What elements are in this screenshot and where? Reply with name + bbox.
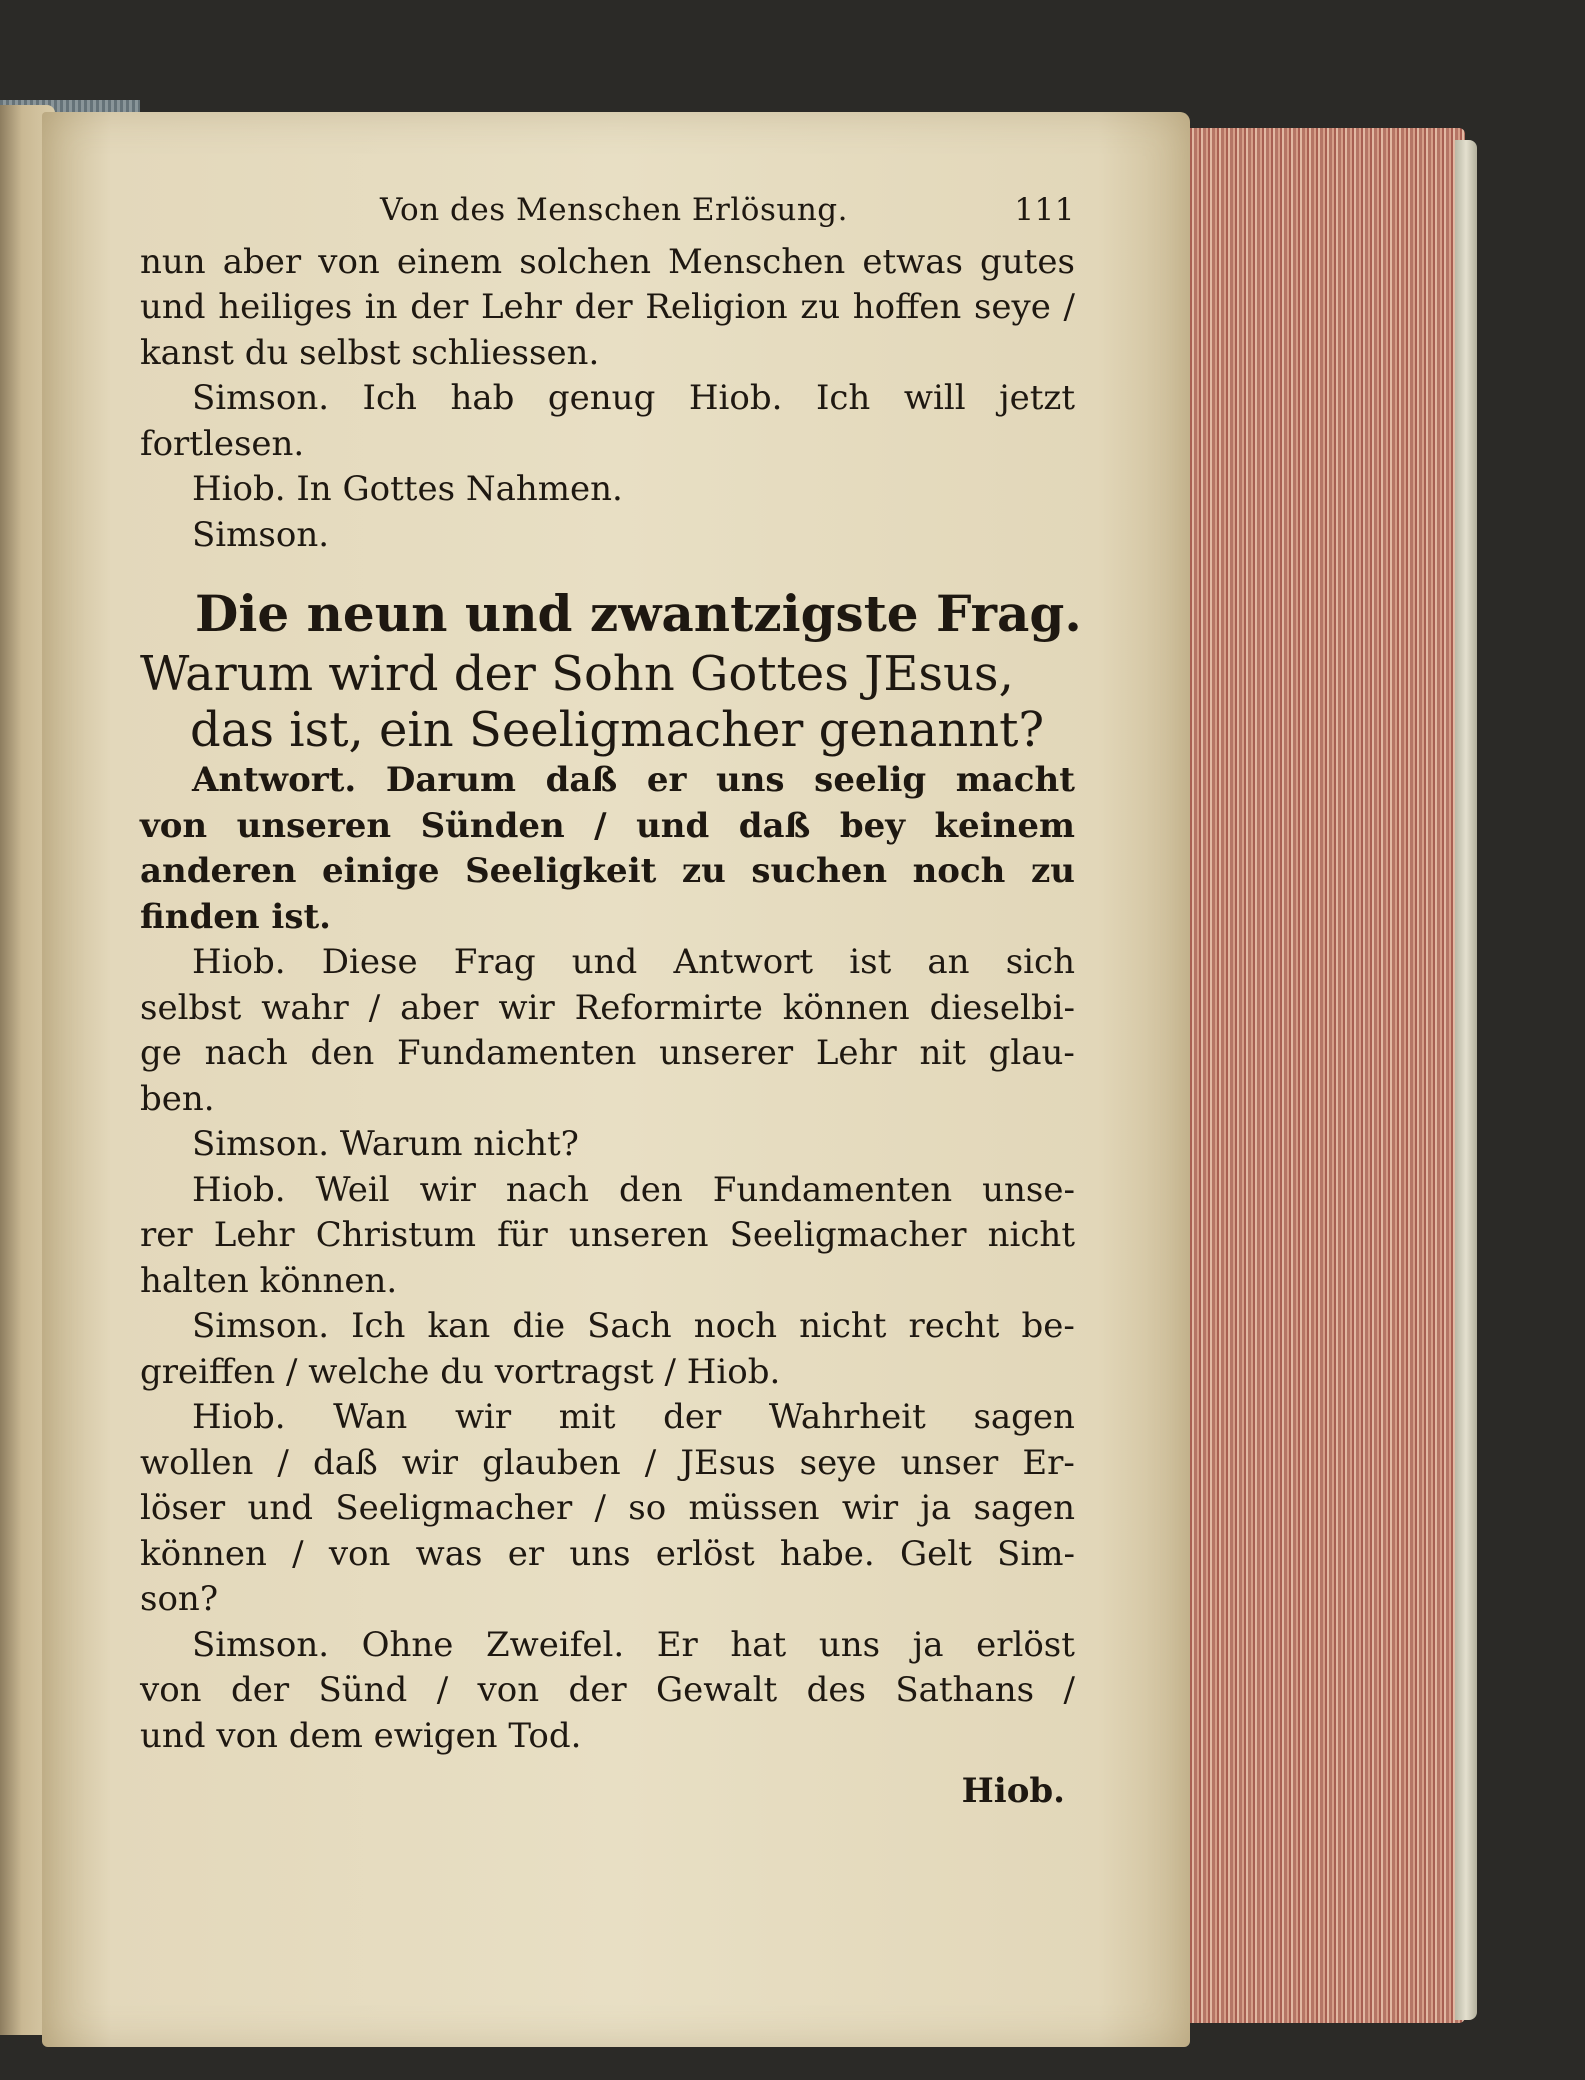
text-line: Simson. Ohne Zweifel. Er hat uns ja erlöst — [192, 1624, 1075, 1665]
text-line: rer Lehr Christum für unseren Seeligmacher nicht — [140, 1215, 1075, 1255]
running-head: Von des Menschen Erlösung. — [380, 192, 848, 228]
question-line: Warum wird der Sohn Gottes JEsus, — [140, 646, 1014, 702]
text-line: Hiob. Diese Frag und Antwort ist an sich — [192, 942, 1075, 982]
page-text — [140, 188, 1082, 1815]
answer-line: von unseren Sünden / und daß bey keinem — [140, 805, 1075, 846]
question-line: das ist, ein Seeligmacher genannt? — [190, 702, 1045, 758]
answer-line: anderen einige Seeligkeit zu suchen noch zu — [140, 851, 1075, 891]
answer-line: Antwort. Darum daß er uns seelig macht — [192, 760, 1075, 800]
chapter-heading: Die neun und zwantzigste Frag. — [195, 584, 1082, 643]
text-line: greiffen / welche du vortragst / Hiob. — [140, 1351, 781, 1392]
text-line: selbst wahr / aber wir Reformirte können dieselbi- — [140, 987, 1075, 1028]
text-line: son? — [140, 1579, 219, 1619]
text-line: Hiob. Weil wir nach den Fundamenten unse- — [192, 1169, 1075, 1210]
text-line: Hiob. Wan wir mit der Wahrheit sagen — [192, 1397, 1075, 1437]
text-line: nun aber von einem solchen Menschen etwas gutes — [140, 241, 1075, 282]
text-line: halten können. — [140, 1260, 398, 1301]
text-line: und heiliges in der Lehr der Religion zu hoffen seye / — [140, 287, 1075, 327]
text-line: Simson. Ich kan die Sach noch nicht recht be- — [192, 1306, 1075, 1346]
text-line: und von dem ewigen Tod. — [140, 1715, 582, 1756]
text-line: wollen / daß wir glauben / JEsus seye unser Er- — [140, 1442, 1075, 1483]
page-number: 111 — [1014, 192, 1075, 228]
page-header — [140, 188, 1075, 234]
back-cover-edge — [1455, 140, 1477, 2020]
text-line: ben. — [140, 1078, 215, 1119]
text-line: können / von was er uns erlöst habe. Gelt Sim- — [140, 1533, 1075, 1574]
text-line: ge nach den Fundamenten unserer Lehr nit glau- — [140, 1033, 1075, 1073]
text-line: Simson. Warum nicht? — [192, 1124, 579, 1164]
text-line: Simson. Ich hab genug Hiob. Ich will jetzt — [192, 378, 1075, 418]
catchword: Hiob. — [961, 1771, 1065, 1811]
text-line: fortlesen. — [140, 423, 305, 464]
text-line: löser und Seeligmacher / so müssen wir ja sagen — [140, 1488, 1075, 1528]
text-line: Simson. — [192, 514, 330, 555]
text-line: von der Sünd / von der Gewalt des Sathans / — [140, 1670, 1075, 1710]
text-line: Hiob. In Gottes Nahmen. — [192, 469, 623, 509]
answer-line: finden ist. — [140, 896, 332, 937]
text-line: kanst du selbst schliessen. — [140, 332, 600, 373]
page-block-edges — [1185, 128, 1465, 2023]
